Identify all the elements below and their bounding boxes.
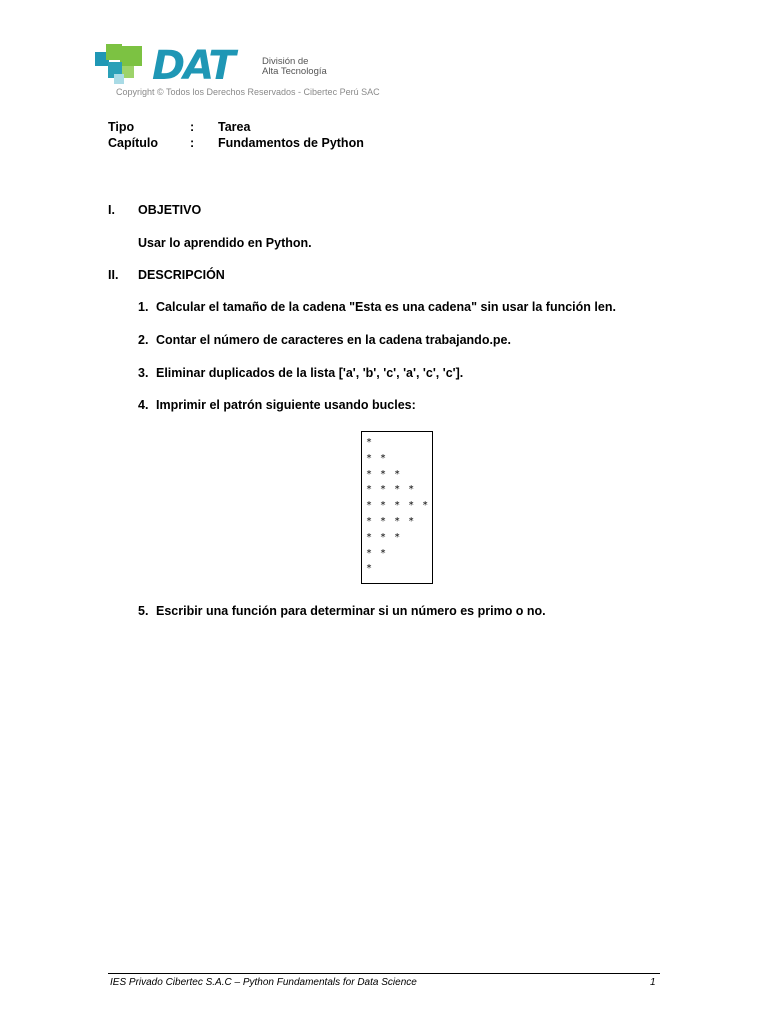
meta-value: Fundamentos de Python [218,136,364,150]
footer-text: IES Privado Cibertec S.A.C – Python Fundamentals for Data Science [110,977,417,988]
footer-divider [108,973,660,974]
section-number: I. [108,203,115,217]
task-item-5 [138,604,546,618]
section-description-heading [108,268,225,282]
pattern-line: * * [366,452,388,464]
task-number: 1. [138,300,149,314]
pattern-line: * [366,437,374,448]
logo-subtitle [262,57,327,77]
meta-separator: : [190,136,195,150]
pattern-line: * * [366,547,388,559]
task-item-2 [138,333,511,347]
section-title: DESCRIPCIÓN [138,268,225,282]
pattern-line: * * * * [366,515,416,527]
meta-row-tipo [108,119,364,135]
pattern-line: * * * [366,531,402,543]
copyright-notice: Copyright © Todos los Derechos Reservados - Cibertec Perú SAC [116,87,380,97]
task-number: 3. [138,366,149,380]
meta-label: Tipo [108,120,135,134]
logo-wordmark: DAT [152,43,234,89]
meta-label: Capítulo [108,136,158,150]
logo-subtitle-line-2: Alta Tecnología [262,66,327,77]
task-item-4 [138,398,416,412]
section-number: II. [108,268,119,282]
task-number: 5. [138,604,149,618]
meta-separator: : [190,120,195,134]
section-title: OBJETIVO [138,203,202,217]
logo-subtitle-line-1: División de [262,56,309,67]
task-number: 2. [138,333,149,347]
page-number: 1 [650,977,656,988]
dat-logo [94,42,394,90]
section-objective-heading [108,203,201,217]
document-meta [108,119,364,151]
logo-squares-icon [94,42,150,86]
meta-value: Tarea [218,120,251,134]
pattern-line: * * * * [366,484,416,496]
meta-row-capitulo [108,135,364,151]
task-text: Contar el número de caracteres en la cadena trabajando.pe. [156,333,511,347]
task-text: Escribir una función para determinar si un número es primo o no. [156,604,546,618]
task-item-1 [138,300,616,314]
task-item-3 [138,366,463,380]
task-text: Calcular el tamaño de la cadena "Esta es una cadena" sin usar la función len. [156,300,616,314]
pattern-line: * * * * * [366,500,430,512]
pattern-line: * * * [366,468,402,480]
task-text: Imprimir el patrón siguiente usando bucles: [156,398,416,412]
objective-text: Usar lo aprendido en Python. [138,236,312,250]
star-pattern-box [361,431,433,584]
pattern-line: * [366,563,374,575]
task-text: Eliminar duplicados de la lista ['a', 'b', 'c', 'a', 'c', 'c']. [156,366,464,380]
task-number: 4. [138,398,149,412]
